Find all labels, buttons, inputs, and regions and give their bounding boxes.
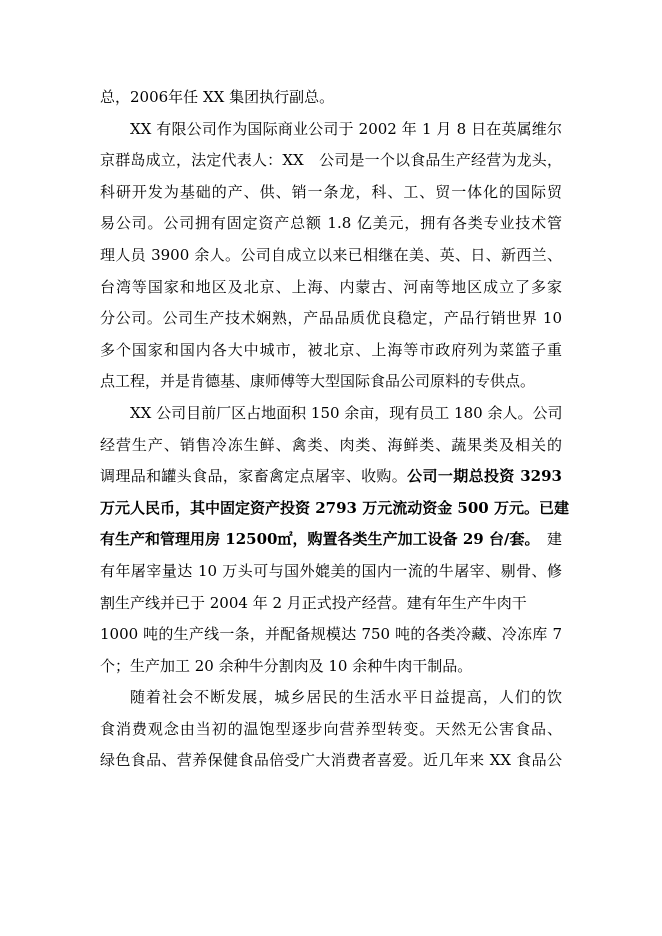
paragraph	[100, 682, 562, 777]
text-run: XX 公司目前厂区占地面积 150 余亩，现有员工 180 余人。公司	[130, 403, 563, 422]
text-line	[100, 82, 562, 114]
text-line	[100, 619, 562, 651]
text-line	[100, 177, 562, 209]
text-run: 随着社会不断发展，城乡居民的生活水平日益提高，人们的饮	[130, 688, 562, 707]
text-run: 点工程，并是肯德基、康师傅等大型国际食品公司原料的专供点。	[100, 372, 536, 391]
text-line	[100, 272, 562, 304]
text-run: 台湾等国家和地区及北京、上海、内蒙古、河南等地区成立了多家	[100, 277, 562, 296]
text-run: 1000 吨的生产线一条，并配备规模达 750 吨的各类冷藏、冷冻库 7	[100, 625, 562, 644]
text-run: 多个国家和国内各大中城市，被北京、上海等市政府列为菜篮子重	[100, 340, 562, 359]
text-line	[100, 208, 562, 240]
text-run: 理人员 3900 余人。公司自成立以来已相继在美、英、日、新西兰、	[100, 245, 562, 264]
text-run: 绿色食品、营养保健食品倍受广大消费者喜爱。近几年来 XX 食品公	[100, 751, 562, 770]
text-line	[100, 556, 562, 588]
text-run: 总，2006年任 XX 集团执行副总。	[100, 88, 335, 106]
text-line	[100, 461, 562, 493]
text-run: 京群岛成立，法定代表人：XX 公司是一个以食品生产经营为龙头，	[100, 151, 562, 170]
text-line	[100, 398, 562, 430]
text-line	[100, 145, 562, 177]
text-line	[100, 335, 562, 367]
text-line	[100, 303, 562, 335]
bold-text-run: 万元人民币，其中固定资产投资 2793 万元流动资金 500 万元。已建	[100, 498, 569, 517]
text-run: 个；生产加工 20 余种牛分割肉及 10 余种牛肉干制品。	[100, 656, 473, 675]
document-page	[100, 82, 569, 777]
text-run: 有年屠宰量达 10 万头可与国外媲美的国内一流的牛屠宰、剔骨、修	[100, 561, 562, 580]
paragraph	[100, 398, 569, 682]
text-line	[100, 524, 562, 556]
text-line	[100, 682, 562, 714]
text-run: 食消费观念由当初的温饱型逐步向营养型转变。天然无公害食品、	[100, 719, 562, 738]
text-run: 分公司。公司生产技术娴熟，产品品质优良稳定，产品行销世界 10	[100, 309, 562, 328]
text-line	[100, 240, 562, 272]
text-run: 易公司。公司拥有固定资产总额 1.8 亿美元，拥有各类专业技术管	[100, 214, 562, 233]
text-run: 调理品和罐头食品，家畜禽定点屠宰、收购。	[100, 467, 408, 486]
text-run: 经营生产、销售冷冻生鲜、禽类、肉类、海鲜类、蔬果类及相关的	[100, 435, 562, 454]
text-run: 建	[531, 530, 562, 549]
text-line	[100, 493, 569, 525]
bold-text-run: 有生产和管理用房 12500㎡，购置各类生产加工设备 29 台/套。	[100, 530, 532, 549]
text-line	[100, 430, 562, 462]
text-line	[100, 714, 562, 746]
paragraph	[100, 82, 562, 114]
paragraph	[100, 114, 562, 398]
text-line	[100, 651, 562, 683]
text-line	[100, 588, 562, 620]
text-run: XX 有限公司作为国际商业公司于 2002 年 1 月 8 日在英属维尔	[130, 119, 562, 138]
text-run: 科研开发为基础的产、供、销一条龙，科、工、贸一体化的国际贸	[100, 182, 562, 201]
text-run: 割生产线并已于 2004 年 2 月正式投产经营。建有年生产牛肉干	[100, 593, 527, 612]
bold-text-run: 公司一期总投资 3293	[407, 467, 562, 486]
text-line	[100, 366, 562, 398]
text-line	[100, 114, 562, 146]
text-line	[100, 745, 562, 777]
